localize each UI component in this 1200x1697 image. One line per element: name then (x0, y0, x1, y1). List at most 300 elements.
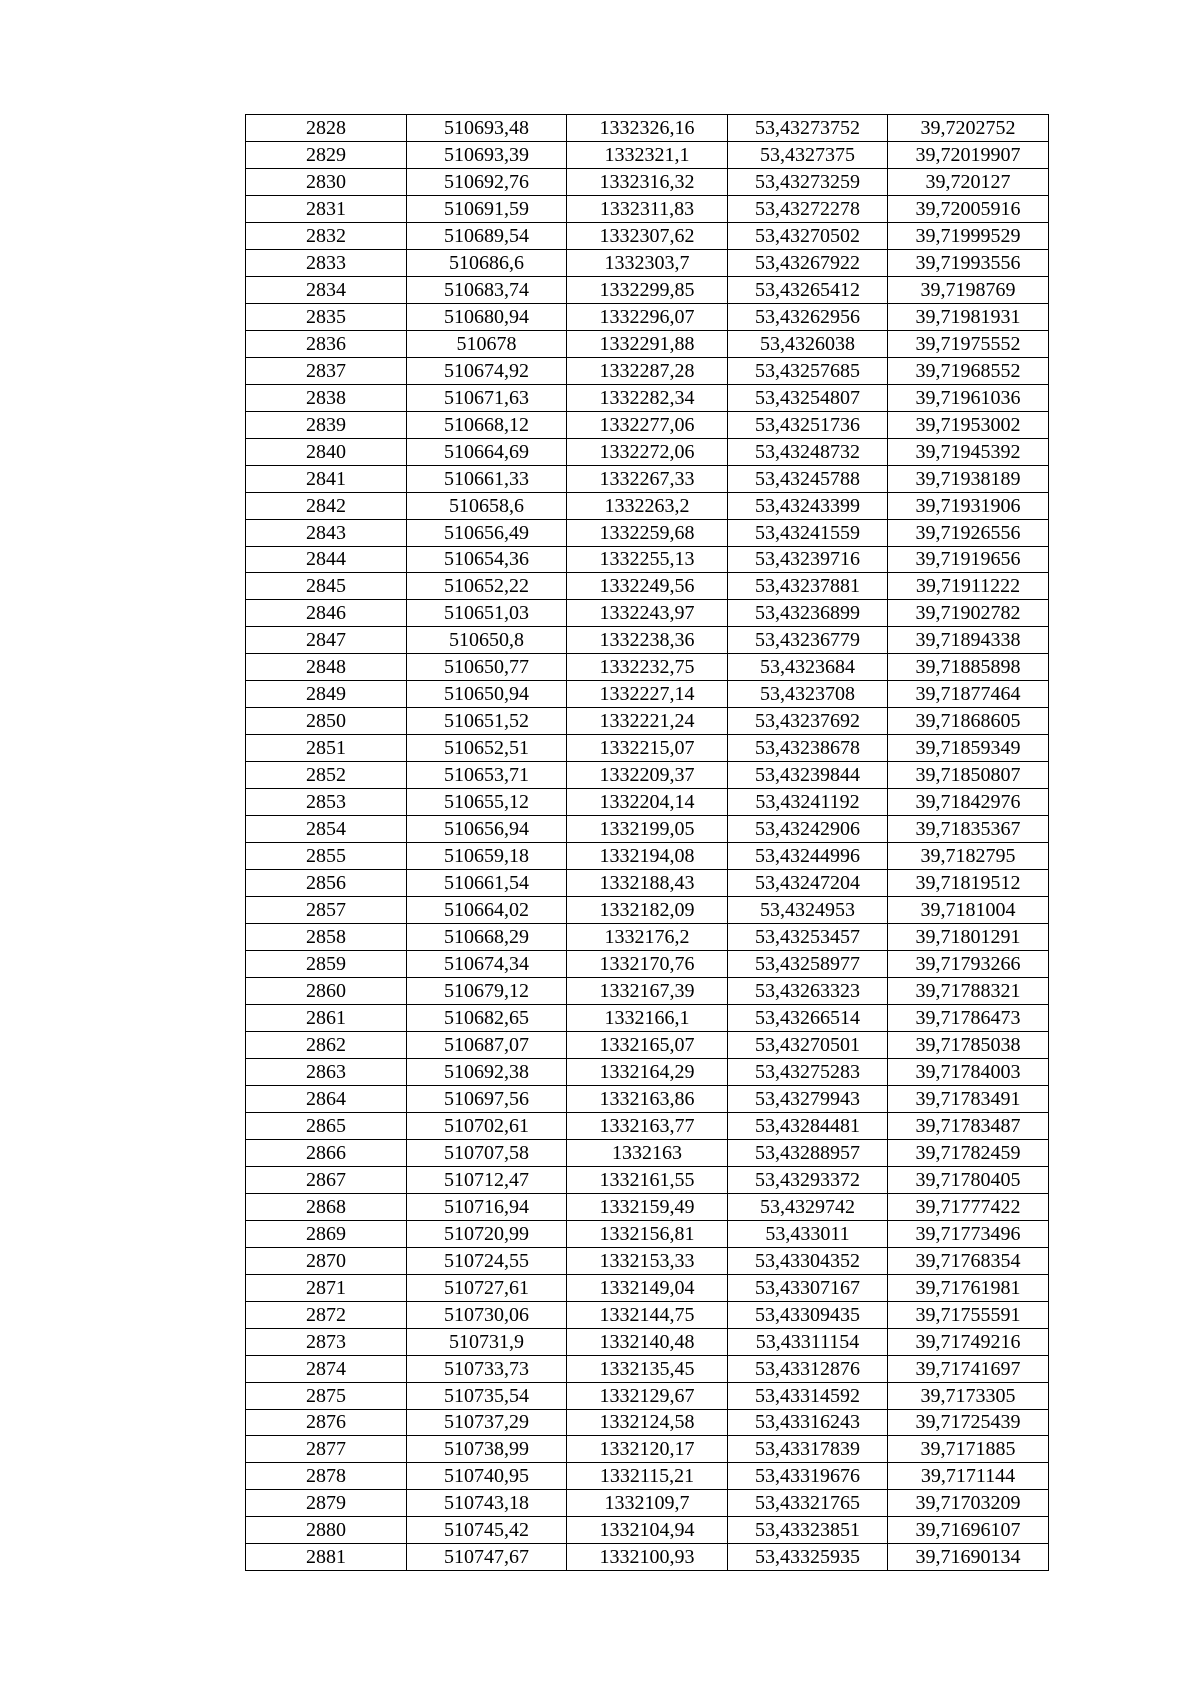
longitude-cell: 39,7198769 (888, 276, 1049, 303)
point-number-cell: 2853 (246, 789, 407, 816)
latitude-cell: 53,4323708 (728, 681, 888, 708)
x-coordinate-cell: 510683,74 (407, 276, 567, 303)
y-coordinate-cell: 1332182,09 (567, 897, 728, 924)
x-coordinate-cell: 510735,54 (407, 1382, 567, 1409)
y-coordinate-cell: 1332287,28 (567, 357, 728, 384)
x-coordinate-cell: 510661,54 (407, 870, 567, 897)
point-number-cell: 2837 (246, 357, 407, 384)
table-row (246, 1085, 1049, 1112)
x-coordinate-cell: 510668,12 (407, 411, 567, 438)
table-row (246, 573, 1049, 600)
y-coordinate-cell: 1332321,1 (567, 141, 728, 168)
y-coordinate-cell: 1332163 (567, 1139, 728, 1166)
point-number-cell: 2831 (246, 195, 407, 222)
longitude-cell: 39,71761981 (888, 1274, 1049, 1301)
y-coordinate-cell: 1332166,1 (567, 1004, 728, 1031)
x-coordinate-cell: 510733,73 (407, 1355, 567, 1382)
point-number-cell: 2863 (246, 1058, 407, 1085)
point-number-cell: 2872 (246, 1301, 407, 1328)
point-number-cell: 2870 (246, 1247, 407, 1274)
point-number-cell: 2869 (246, 1220, 407, 1247)
x-coordinate-cell: 510692,38 (407, 1058, 567, 1085)
y-coordinate-cell: 1332176,2 (567, 924, 728, 951)
table-row (246, 1409, 1049, 1436)
table-row (246, 1274, 1049, 1301)
longitude-cell: 39,71703209 (888, 1490, 1049, 1517)
longitude-cell: 39,71859349 (888, 735, 1049, 762)
y-coordinate-cell: 1332144,75 (567, 1301, 728, 1328)
y-coordinate-cell: 1332159,49 (567, 1193, 728, 1220)
table-row (246, 1382, 1049, 1409)
x-coordinate-cell: 510731,9 (407, 1328, 567, 1355)
longitude-cell: 39,71975552 (888, 330, 1049, 357)
longitude-cell: 39,71785038 (888, 1031, 1049, 1058)
coordinates-table (245, 114, 1049, 1571)
table-row (246, 1031, 1049, 1058)
x-coordinate-cell: 510651,52 (407, 708, 567, 735)
point-number-cell: 2865 (246, 1112, 407, 1139)
point-number-cell: 2845 (246, 573, 407, 600)
longitude-cell: 39,71749216 (888, 1328, 1049, 1355)
point-number-cell: 2830 (246, 168, 407, 195)
table-row (246, 1301, 1049, 1328)
point-number-cell: 2880 (246, 1517, 407, 1544)
point-number-cell: 2842 (246, 492, 407, 519)
y-coordinate-cell: 1332243,97 (567, 600, 728, 627)
longitude-cell: 39,71931906 (888, 492, 1049, 519)
y-coordinate-cell: 1332259,68 (567, 519, 728, 546)
latitude-cell: 53,43312876 (728, 1355, 888, 1382)
longitude-cell: 39,71793266 (888, 951, 1049, 978)
latitude-cell: 53,43317839 (728, 1436, 888, 1463)
table-row (246, 303, 1049, 330)
y-coordinate-cell: 1332129,67 (567, 1382, 728, 1409)
x-coordinate-cell: 510671,63 (407, 384, 567, 411)
x-coordinate-cell: 510664,69 (407, 438, 567, 465)
x-coordinate-cell: 510691,59 (407, 195, 567, 222)
y-coordinate-cell: 1332188,43 (567, 870, 728, 897)
point-number-cell: 2828 (246, 115, 407, 142)
longitude-cell: 39,7202752 (888, 115, 1049, 142)
x-coordinate-cell: 510720,99 (407, 1220, 567, 1247)
y-coordinate-cell: 1332120,17 (567, 1436, 728, 1463)
latitude-cell: 53,43309435 (728, 1301, 888, 1328)
point-number-cell: 2849 (246, 681, 407, 708)
x-coordinate-cell: 510652,22 (407, 573, 567, 600)
latitude-cell: 53,43270502 (728, 222, 888, 249)
longitude-cell: 39,71801291 (888, 924, 1049, 951)
latitude-cell: 53,43245788 (728, 465, 888, 492)
table-row (246, 492, 1049, 519)
y-coordinate-cell: 1332221,24 (567, 708, 728, 735)
longitude-cell: 39,71773496 (888, 1220, 1049, 1247)
x-coordinate-cell: 510664,02 (407, 897, 567, 924)
x-coordinate-cell: 510655,12 (407, 789, 567, 816)
y-coordinate-cell: 1332109,7 (567, 1490, 728, 1517)
longitude-cell: 39,71953002 (888, 411, 1049, 438)
longitude-cell: 39,71777422 (888, 1193, 1049, 1220)
point-number-cell: 2850 (246, 708, 407, 735)
y-coordinate-cell: 1332232,75 (567, 654, 728, 681)
latitude-cell: 53,43323851 (728, 1517, 888, 1544)
longitude-cell: 39,71919656 (888, 546, 1049, 573)
y-coordinate-cell: 1332209,37 (567, 762, 728, 789)
longitude-cell: 39,72005916 (888, 195, 1049, 222)
longitude-cell: 39,71784003 (888, 1058, 1049, 1085)
latitude-cell: 53,43243399 (728, 492, 888, 519)
longitude-cell: 39,71999529 (888, 222, 1049, 249)
y-coordinate-cell: 1332255,13 (567, 546, 728, 573)
latitude-cell: 53,43239844 (728, 762, 888, 789)
point-number-cell: 2881 (246, 1544, 407, 1571)
latitude-cell: 53,43236779 (728, 627, 888, 654)
longitude-cell: 39,71696107 (888, 1517, 1049, 1544)
table-row (246, 411, 1049, 438)
table-row (246, 1247, 1049, 1274)
longitude-cell: 39,71835367 (888, 816, 1049, 843)
latitude-cell: 53,43263323 (728, 978, 888, 1005)
table-row (246, 438, 1049, 465)
longitude-cell: 39,71782459 (888, 1139, 1049, 1166)
y-coordinate-cell: 1332311,83 (567, 195, 728, 222)
y-coordinate-cell: 1332161,55 (567, 1166, 728, 1193)
longitude-cell: 39,71993556 (888, 249, 1049, 276)
table-row (246, 195, 1049, 222)
table-row (246, 1544, 1049, 1571)
table-row (246, 115, 1049, 142)
table-row (246, 654, 1049, 681)
latitude-cell: 53,43253457 (728, 924, 888, 951)
x-coordinate-cell: 510740,95 (407, 1463, 567, 1490)
point-number-cell: 2844 (246, 546, 407, 573)
point-number-cell: 2835 (246, 303, 407, 330)
longitude-cell: 39,71968552 (888, 357, 1049, 384)
table-row (246, 951, 1049, 978)
x-coordinate-cell: 510653,71 (407, 762, 567, 789)
x-coordinate-cell: 510745,42 (407, 1517, 567, 1544)
point-number-cell: 2860 (246, 978, 407, 1005)
point-number-cell: 2840 (246, 438, 407, 465)
x-coordinate-cell: 510693,48 (407, 115, 567, 142)
longitude-cell: 39,71938189 (888, 465, 1049, 492)
point-number-cell: 2839 (246, 411, 407, 438)
latitude-cell: 53,43279943 (728, 1085, 888, 1112)
y-coordinate-cell: 1332163,86 (567, 1085, 728, 1112)
latitude-cell: 53,43273752 (728, 115, 888, 142)
point-number-cell: 2851 (246, 735, 407, 762)
y-coordinate-cell: 1332149,04 (567, 1274, 728, 1301)
latitude-cell: 53,43242906 (728, 816, 888, 843)
longitude-cell: 39,7181004 (888, 897, 1049, 924)
point-number-cell: 2873 (246, 1328, 407, 1355)
y-coordinate-cell: 1332307,62 (567, 222, 728, 249)
y-coordinate-cell: 1332194,08 (567, 843, 728, 870)
y-coordinate-cell: 1332215,07 (567, 735, 728, 762)
table-row (246, 1436, 1049, 1463)
latitude-cell: 53,43273259 (728, 168, 888, 195)
longitude-cell: 39,71788321 (888, 978, 1049, 1005)
x-coordinate-cell: 510656,49 (407, 519, 567, 546)
longitude-cell: 39,71868605 (888, 708, 1049, 735)
point-number-cell: 2861 (246, 1004, 407, 1031)
table-row (246, 870, 1049, 897)
latitude-cell: 53,4327375 (728, 141, 888, 168)
y-coordinate-cell: 1332167,39 (567, 978, 728, 1005)
longitude-cell: 39,7171885 (888, 1436, 1049, 1463)
latitude-cell: 53,43254807 (728, 384, 888, 411)
y-coordinate-cell: 1332272,06 (567, 438, 728, 465)
latitude-cell: 53,43316243 (728, 1409, 888, 1436)
table-row (246, 222, 1049, 249)
point-number-cell: 2841 (246, 465, 407, 492)
table-row (246, 843, 1049, 870)
y-coordinate-cell: 1332135,45 (567, 1355, 728, 1382)
table-row (246, 978, 1049, 1005)
latitude-cell: 53,43307167 (728, 1274, 888, 1301)
table-row (246, 762, 1049, 789)
point-number-cell: 2868 (246, 1193, 407, 1220)
x-coordinate-cell: 510668,29 (407, 924, 567, 951)
x-coordinate-cell: 510679,12 (407, 978, 567, 1005)
latitude-cell: 53,43325935 (728, 1544, 888, 1571)
longitude-cell: 39,71786473 (888, 1004, 1049, 1031)
x-coordinate-cell: 510697,56 (407, 1085, 567, 1112)
x-coordinate-cell: 510743,18 (407, 1490, 567, 1517)
y-coordinate-cell: 1332115,21 (567, 1463, 728, 1490)
longitude-cell: 39,71945392 (888, 438, 1049, 465)
point-number-cell: 2874 (246, 1355, 407, 1382)
table-row (246, 1166, 1049, 1193)
x-coordinate-cell: 510737,29 (407, 1409, 567, 1436)
latitude-cell: 53,43321765 (728, 1490, 888, 1517)
x-coordinate-cell: 510738,99 (407, 1436, 567, 1463)
latitude-cell: 53,4329742 (728, 1193, 888, 1220)
latitude-cell: 53,4326038 (728, 330, 888, 357)
latitude-cell: 53,43267922 (728, 249, 888, 276)
table-row (246, 384, 1049, 411)
x-coordinate-cell: 510651,03 (407, 600, 567, 627)
y-coordinate-cell: 1332291,88 (567, 330, 728, 357)
x-coordinate-cell: 510656,94 (407, 816, 567, 843)
table-row (246, 465, 1049, 492)
latitude-cell: 53,43237881 (728, 573, 888, 600)
latitude-cell: 53,43293372 (728, 1166, 888, 1193)
latitude-cell: 53,43284481 (728, 1112, 888, 1139)
longitude-cell: 39,71768354 (888, 1247, 1049, 1274)
point-number-cell: 2834 (246, 276, 407, 303)
latitude-cell: 53,43311154 (728, 1328, 888, 1355)
latitude-cell: 53,43275283 (728, 1058, 888, 1085)
table-row (246, 1517, 1049, 1544)
table-row (246, 276, 1049, 303)
latitude-cell: 53,433011 (728, 1220, 888, 1247)
x-coordinate-cell: 510707,58 (407, 1139, 567, 1166)
y-coordinate-cell: 1332303,7 (567, 249, 728, 276)
x-coordinate-cell: 510724,55 (407, 1247, 567, 1274)
y-coordinate-cell: 1332263,2 (567, 492, 728, 519)
table-row (246, 627, 1049, 654)
table-row (246, 546, 1049, 573)
point-number-cell: 2879 (246, 1490, 407, 1517)
table-row (246, 789, 1049, 816)
longitude-cell: 39,71780405 (888, 1166, 1049, 1193)
x-coordinate-cell: 510716,94 (407, 1193, 567, 1220)
latitude-cell: 53,43257685 (728, 357, 888, 384)
coordinates-table-body (246, 115, 1049, 1571)
table-row (246, 924, 1049, 951)
point-number-cell: 2866 (246, 1139, 407, 1166)
point-number-cell: 2876 (246, 1409, 407, 1436)
latitude-cell: 53,43319676 (728, 1463, 888, 1490)
table-row (246, 1004, 1049, 1031)
longitude-cell: 39,71755591 (888, 1301, 1049, 1328)
longitude-cell: 39,71741697 (888, 1355, 1049, 1382)
table-row (246, 1112, 1049, 1139)
point-number-cell: 2832 (246, 222, 407, 249)
x-coordinate-cell: 510650,8 (407, 627, 567, 654)
y-coordinate-cell: 1332199,05 (567, 816, 728, 843)
point-number-cell: 2855 (246, 843, 407, 870)
latitude-cell: 53,4324953 (728, 897, 888, 924)
y-coordinate-cell: 1332156,81 (567, 1220, 728, 1247)
longitude-cell: 39,7171144 (888, 1463, 1049, 1490)
point-number-cell: 2859 (246, 951, 407, 978)
point-number-cell: 2864 (246, 1085, 407, 1112)
longitude-cell: 39,71783491 (888, 1085, 1049, 1112)
x-coordinate-cell: 510674,92 (407, 357, 567, 384)
latitude-cell: 53,43238678 (728, 735, 888, 762)
point-number-cell: 2867 (246, 1166, 407, 1193)
point-number-cell: 2854 (246, 816, 407, 843)
x-coordinate-cell: 510650,77 (407, 654, 567, 681)
x-coordinate-cell: 510693,39 (407, 141, 567, 168)
table-row (246, 708, 1049, 735)
point-number-cell: 2875 (246, 1382, 407, 1409)
latitude-cell: 53,43236899 (728, 600, 888, 627)
y-coordinate-cell: 1332249,56 (567, 573, 728, 600)
table-row (246, 600, 1049, 627)
point-number-cell: 2847 (246, 627, 407, 654)
y-coordinate-cell: 1332296,07 (567, 303, 728, 330)
point-number-cell: 2833 (246, 249, 407, 276)
longitude-cell: 39,71894338 (888, 627, 1049, 654)
point-number-cell: 2829 (246, 141, 407, 168)
longitude-cell: 39,71842976 (888, 789, 1049, 816)
point-number-cell: 2877 (246, 1436, 407, 1463)
latitude-cell: 53,43244996 (728, 843, 888, 870)
x-coordinate-cell: 510652,51 (407, 735, 567, 762)
longitude-cell: 39,71877464 (888, 681, 1049, 708)
y-coordinate-cell: 1332124,58 (567, 1409, 728, 1436)
table-row (246, 681, 1049, 708)
x-coordinate-cell: 510730,06 (407, 1301, 567, 1328)
latitude-cell: 53,43248732 (728, 438, 888, 465)
x-coordinate-cell: 510712,47 (407, 1166, 567, 1193)
x-coordinate-cell: 510680,94 (407, 303, 567, 330)
latitude-cell: 53,43288957 (728, 1139, 888, 1166)
table-row (246, 168, 1049, 195)
table-row (246, 330, 1049, 357)
y-coordinate-cell: 1332316,32 (567, 168, 728, 195)
point-number-cell: 2836 (246, 330, 407, 357)
table-row (246, 249, 1049, 276)
y-coordinate-cell: 1332140,48 (567, 1328, 728, 1355)
longitude-cell: 39,71819512 (888, 870, 1049, 897)
table-row (246, 141, 1049, 168)
latitude-cell: 53,43304352 (728, 1247, 888, 1274)
point-number-cell: 2852 (246, 762, 407, 789)
x-coordinate-cell: 510678 (407, 330, 567, 357)
point-number-cell: 2857 (246, 897, 407, 924)
latitude-cell: 53,43262956 (728, 303, 888, 330)
x-coordinate-cell: 510661,33 (407, 465, 567, 492)
y-coordinate-cell: 1332100,93 (567, 1544, 728, 1571)
point-number-cell: 2846 (246, 600, 407, 627)
y-coordinate-cell: 1332299,85 (567, 276, 728, 303)
point-number-cell: 2856 (246, 870, 407, 897)
y-coordinate-cell: 1332163,77 (567, 1112, 728, 1139)
x-coordinate-cell: 510674,34 (407, 951, 567, 978)
point-number-cell: 2838 (246, 384, 407, 411)
latitude-cell: 53,43247204 (728, 870, 888, 897)
y-coordinate-cell: 1332170,76 (567, 951, 728, 978)
table-row (246, 519, 1049, 546)
point-number-cell: 2871 (246, 1274, 407, 1301)
longitude-cell: 39,72019907 (888, 141, 1049, 168)
latitude-cell: 53,43314592 (728, 1382, 888, 1409)
table-row (246, 1220, 1049, 1247)
longitude-cell: 39,720127 (888, 168, 1049, 195)
x-coordinate-cell: 510689,54 (407, 222, 567, 249)
latitude-cell: 53,43270501 (728, 1031, 888, 1058)
latitude-cell: 53,43239716 (728, 546, 888, 573)
y-coordinate-cell: 1332164,29 (567, 1058, 728, 1085)
table-row (246, 1058, 1049, 1085)
table-row (246, 1193, 1049, 1220)
longitude-cell: 39,7173305 (888, 1382, 1049, 1409)
longitude-cell: 39,71783487 (888, 1112, 1049, 1139)
longitude-cell: 39,71961036 (888, 384, 1049, 411)
x-coordinate-cell: 510702,61 (407, 1112, 567, 1139)
table-row (246, 1139, 1049, 1166)
x-coordinate-cell: 510658,6 (407, 492, 567, 519)
table-row (246, 1355, 1049, 1382)
point-number-cell: 2848 (246, 654, 407, 681)
latitude-cell: 53,43265412 (728, 276, 888, 303)
latitude-cell: 53,43272278 (728, 195, 888, 222)
longitude-cell: 39,71850807 (888, 762, 1049, 789)
longitude-cell: 39,71911222 (888, 573, 1049, 600)
y-coordinate-cell: 1332326,16 (567, 115, 728, 142)
table-row (246, 357, 1049, 384)
y-coordinate-cell: 1332227,14 (567, 681, 728, 708)
point-number-cell: 2878 (246, 1463, 407, 1490)
point-number-cell: 2843 (246, 519, 407, 546)
table-row (246, 897, 1049, 924)
x-coordinate-cell: 510747,67 (407, 1544, 567, 1571)
y-coordinate-cell: 1332153,33 (567, 1247, 728, 1274)
latitude-cell: 53,4323684 (728, 654, 888, 681)
x-coordinate-cell: 510682,65 (407, 1004, 567, 1031)
x-coordinate-cell: 510650,94 (407, 681, 567, 708)
y-coordinate-cell: 1332282,34 (567, 384, 728, 411)
latitude-cell: 53,43241192 (728, 789, 888, 816)
point-number-cell: 2862 (246, 1031, 407, 1058)
table-row (246, 816, 1049, 843)
table-row (246, 1328, 1049, 1355)
y-coordinate-cell: 1332104,94 (567, 1517, 728, 1544)
x-coordinate-cell: 510727,61 (407, 1274, 567, 1301)
